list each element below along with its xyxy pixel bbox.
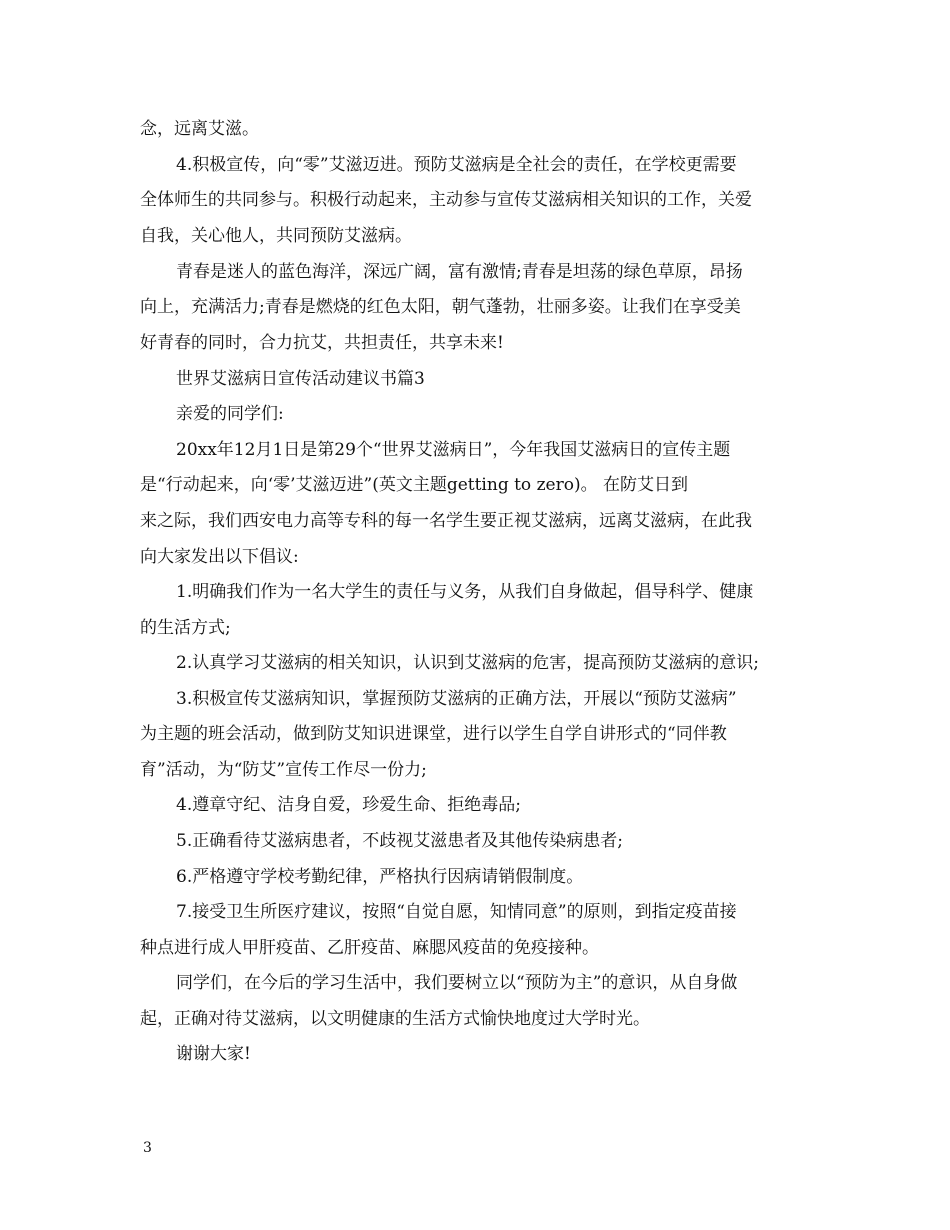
text-line: 向大家发出以下倡议: [140,547,299,567]
text-line: 4.遵章守纪、洁身自爱，珍爱生命、拒绝毒品; [176,795,521,815]
text-line: 同学们，在今后的学习生活中，我们要树立以“预防为主”的意识，从自身做 [176,973,738,993]
text-line: 起，正确对待艾滋病，以文明健康的生活方式愉快地度过大学时光。 [140,1009,650,1029]
text-line: 念，远离艾滋。 [140,119,259,139]
text-line: 育”活动，为“防艾”宣传工作尽一份力; [140,760,427,780]
text-line: 是“行动起来，向‘零’艾滋迈进”(英文主题getting to zero)。 在防艾日到 [140,475,688,495]
text-line: 好青春的同时，合力抗艾，共担责任，共享未来! [140,333,504,353]
text-line: 2.认真学习艾滋病的相关知识，认识到艾滋病的危害，提高预防艾滋病的意识; [176,653,759,673]
text-line: 青春是迷人的蓝色海洋，深远广阔，富有激情;青春是坦荡的绿色草原，昂扬 [176,262,743,282]
text-line: 亲爱的同学们: [176,404,284,424]
section-heading: 世界艾滋病日宣传活动建议书篇3 [176,369,425,389]
text-line: 自我，关心他人，共同预防艾滋病。 [140,226,412,246]
page-number: 3 [143,1140,152,1156]
text-line: 种点进行成人甲肝疫苗、乙肝疫苗、麻腮风疫苗的免疫接种。 [140,938,599,958]
text-line: 1.明确我们作为一名大学生的责任与义务，从我们自身做起，倡导科学、健康 [176,582,754,602]
text-line: 4.积极宣传，向“零”艾滋迈进。预防艾滋病是全社会的责任，在学校更需要 [176,155,737,175]
text-line: 3.积极宣传艾滋病知识，掌握预防艾滋病的正确方法，开展以“预防艾滋病” [176,689,737,709]
text-line: 为主题的班会活动，做到防艾知识进课堂，进行以学生自学自讲形式的“同伴教 [140,724,727,744]
text-line: 7.接受卫生所医疗建议，按照“自觉自愿，知情同意”的原则，到指定疫苗接 [176,902,737,922]
text-line: 20xx年12月1日是第29个“世界艾滋病日”，今年我国艾滋病日的宣传主题 [176,440,731,460]
text-line: 6.严格遵守学校考勤纪律，严格执行因病请销假制度。 [176,867,584,887]
text-line: 向上，充满活力;青春是燃烧的红色太阳，朝气蓬勃，壮丽多姿。让我们在享受美 [140,297,741,317]
text-line: 全体师生的共同参与。积极行动起来，主动参与宣传艾滋病相关知识的工作，关爱 [140,190,752,210]
text-line: 谢谢大家! [176,1044,251,1064]
text-line: 来之际，我们西安电力高等专科的每一名学生要正视艾滋病，远离艾滋病，在此我 [140,511,752,531]
text-line: 5.正确看待艾滋病患者，不歧视艾滋患者及其他传染病患者; [176,831,623,851]
text-line: 的生活方式; [140,618,231,638]
